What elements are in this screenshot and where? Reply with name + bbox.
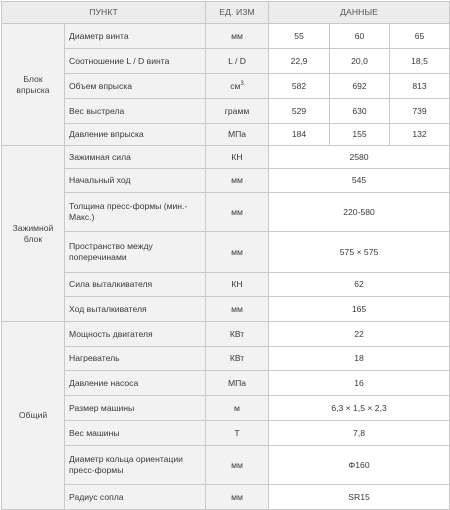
row-label: Зажимная сила <box>65 146 206 169</box>
row-label: Вес машины <box>65 421 206 446</box>
row-label: Диаметр винта <box>65 24 206 49</box>
table-row <box>2 297 450 322</box>
row-value: 132 <box>390 124 450 146</box>
group-injection: Блок впрыска <box>2 24 65 146</box>
row-unit: мм <box>206 485 269 510</box>
row-value: 155 <box>330 124 390 146</box>
unit-superscript: 3 <box>240 80 244 87</box>
row-unit: мм <box>206 24 269 49</box>
row-value: 22 <box>269 322 450 347</box>
table-row <box>2 99 450 124</box>
row-value: 545 <box>269 169 450 193</box>
table-row <box>2 446 450 485</box>
row-unit: мм <box>206 169 269 193</box>
row-value: 16 <box>269 371 450 396</box>
table-row <box>2 193 450 232</box>
row-value: 165 <box>269 297 450 322</box>
row-value: 739 <box>390 99 450 124</box>
table-row <box>2 146 450 169</box>
row-label: Мощность двигателя <box>65 322 206 347</box>
spec-table <box>1 1 450 510</box>
row-value: 630 <box>330 99 390 124</box>
row-label: Ход выталкивателя <box>65 297 206 322</box>
row-unit: МПа <box>206 124 269 146</box>
row-label: Нагреватель <box>65 347 206 371</box>
row-unit: МПа <box>206 371 269 396</box>
row-value: 184 <box>269 124 330 146</box>
row-unit: Т <box>206 421 269 446</box>
row-value: 2580 <box>269 146 450 169</box>
table-row <box>2 74 450 99</box>
table-row <box>2 232 450 273</box>
row-label: Начальный ход <box>65 169 206 193</box>
row-value: 55 <box>269 24 330 49</box>
table-row <box>2 169 450 193</box>
header-unit: ЕД. ИЗМ <box>206 2 269 24</box>
row-value: 692 <box>330 74 390 99</box>
row-label: Соотношение L / D винта <box>65 49 206 74</box>
row-value: 18,5 <box>390 49 450 74</box>
table-row <box>2 421 450 446</box>
row-value: 7,8 <box>269 421 450 446</box>
table-row <box>2 49 450 74</box>
row-label: Объем впрыска <box>65 74 206 99</box>
row-unit: КН <box>206 146 269 169</box>
row-label: Сила выталкивателя <box>65 273 206 297</box>
table-row <box>2 273 450 297</box>
table-row <box>2 124 450 146</box>
table-row <box>2 24 450 49</box>
row-value: 6,3 × 1,5 × 2,3 <box>269 396 450 421</box>
row-unit: м <box>206 396 269 421</box>
row-value: 65 <box>390 24 450 49</box>
row-label: Вес выстрела <box>65 99 206 124</box>
row-value: SR15 <box>269 485 450 510</box>
group-clamping: Зажимной блок <box>2 146 65 322</box>
row-unit: мм <box>206 446 269 485</box>
row-unit: мм <box>206 232 269 273</box>
row-value: 22,9 <box>269 49 330 74</box>
table-row <box>2 322 450 347</box>
group-general: Общий <box>2 322 65 510</box>
row-value: 529 <box>269 99 330 124</box>
row-label: Пространство между поперечинами <box>65 232 206 273</box>
row-unit: КН <box>206 273 269 297</box>
row-unit: грамм <box>206 99 269 124</box>
row-value: 575 × 575 <box>269 232 450 273</box>
header-item: ПУНКТ <box>2 2 206 24</box>
row-label: Радиус сопла <box>65 485 206 510</box>
header-data: ДАННЫЕ <box>269 2 450 24</box>
row-unit: КВт <box>206 322 269 347</box>
row-value: 220-580 <box>269 193 450 232</box>
row-label: Размер машины <box>65 396 206 421</box>
row-label: Давление насоса <box>65 371 206 396</box>
row-value: 62 <box>269 273 450 297</box>
row-value: 20,0 <box>330 49 390 74</box>
row-value: Φ160 <box>269 446 450 485</box>
table-row <box>2 347 450 371</box>
row-unit: мм <box>206 297 269 322</box>
header-row <box>2 2 450 24</box>
row-label: Давление впрыска <box>65 124 206 146</box>
row-value: 18 <box>269 347 450 371</box>
row-value: 582 <box>269 74 330 99</box>
row-unit: L / D <box>206 49 269 74</box>
row-unit: мм <box>206 193 269 232</box>
table-row <box>2 396 450 421</box>
table-row <box>2 371 450 396</box>
row-label: Диаметр кольца ориентации пресс-формы <box>65 446 206 485</box>
unit-text: см <box>230 80 241 91</box>
row-unit-volume <box>206 74 269 99</box>
row-value: 813 <box>390 74 450 99</box>
table-row <box>2 485 450 510</box>
row-unit: КВт <box>206 347 269 371</box>
row-value: 60 <box>330 24 390 49</box>
row-label: Толщина пресс-формы (мин.-Макс.) <box>65 193 206 232</box>
